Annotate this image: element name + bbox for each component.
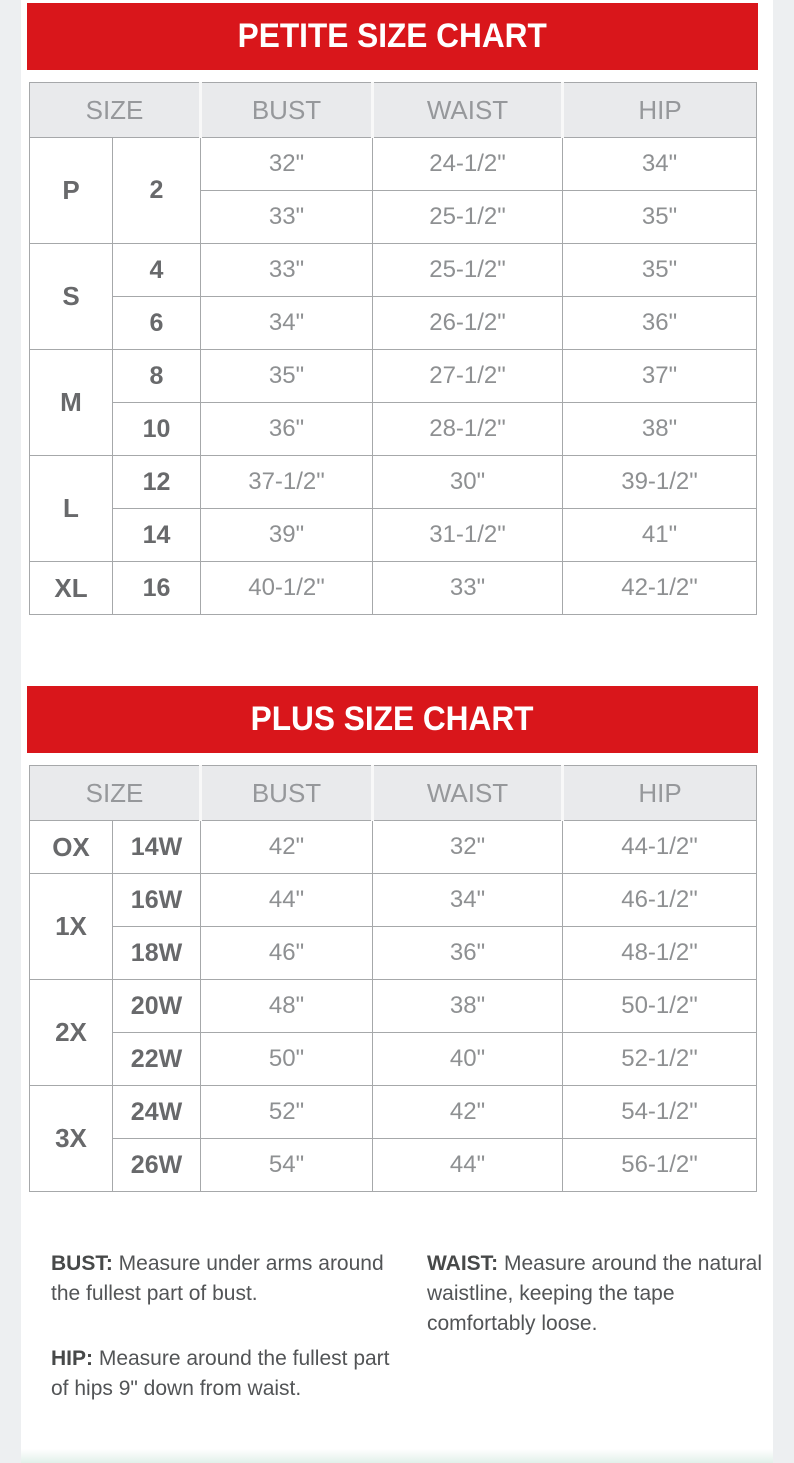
hip-cell: 34" (563, 138, 757, 191)
size-letter-cell: 3X (30, 1086, 113, 1192)
hip-cell: 41" (563, 509, 757, 562)
plus-header-bust: BUST (201, 766, 373, 821)
hip-cell: 35" (563, 191, 757, 244)
waist-measure-note (427, 1249, 762, 1339)
size-number-cell: 14 (113, 509, 201, 562)
table-row (30, 874, 757, 927)
bust-cell: 40-1/2" (201, 562, 373, 615)
waist-cell: 25-1/2" (373, 244, 563, 297)
waist-note-text: Measure around the natural waistline, keeping the tape comfortably loose. (427, 1252, 763, 1335)
hip-note-label: HIP: (51, 1347, 93, 1370)
size-letter-cell: S (30, 244, 113, 350)
waist-cell: 34" (373, 874, 563, 927)
bust-cell: 44" (201, 874, 373, 927)
table-row (30, 244, 757, 297)
plus-header-row (30, 766, 757, 821)
bottom-mint-strip (21, 1449, 773, 1463)
waist-cell: 33" (373, 562, 563, 615)
waist-cell: 30" (373, 456, 563, 509)
hip-cell: 36" (563, 297, 757, 350)
size-letter-cell: 1X (30, 874, 113, 980)
plus-size-table (29, 765, 757, 1192)
waist-note-label: WAIST: (427, 1252, 499, 1275)
table-row (30, 297, 757, 350)
petite-header-bust: BUST (201, 83, 373, 138)
bust-cell: 48" (201, 980, 373, 1033)
hip-cell: 42-1/2" (563, 562, 757, 615)
petite-size-table (29, 82, 757, 615)
size-letter-cell: XL (30, 562, 113, 615)
size-number-cell: 2 (113, 138, 201, 244)
size-number-cell: 16 (113, 562, 201, 615)
table-row (30, 456, 757, 509)
waist-cell: 32" (373, 821, 563, 874)
table-row (30, 980, 757, 1033)
hip-note-text: Measure around the fullest part of hips 9" down from waist. (51, 1347, 390, 1400)
hip-cell: 35" (563, 244, 757, 297)
petite-chart-title: PETITE SIZE CHART (237, 17, 548, 55)
table-row (30, 562, 757, 615)
size-letter-cell: P (30, 138, 113, 244)
bust-cell: 36" (201, 403, 373, 456)
hip-cell: 50-1/2" (563, 980, 757, 1033)
waist-cell: 44" (373, 1139, 563, 1192)
plus-header-waist: WAIST (373, 766, 563, 821)
size-number-cell: 18W (113, 927, 201, 980)
plus-chart-title: PLUS SIZE CHART (251, 700, 534, 738)
table-row (30, 138, 757, 191)
petite-header-waist: WAIST (373, 83, 563, 138)
size-number-cell: 4 (113, 244, 201, 297)
bust-cell: 46" (201, 927, 373, 980)
size-number-cell: 12 (113, 456, 201, 509)
waist-cell: 28-1/2" (373, 403, 563, 456)
petite-chart-banner (27, 3, 758, 70)
waist-cell: 40" (373, 1033, 563, 1086)
right-page-gutter (773, 0, 794, 1463)
plus-header-hip: HIP (563, 766, 757, 821)
bust-cell: 52" (201, 1086, 373, 1139)
size-letter-cell: L (30, 456, 113, 562)
size-letter-cell: 2X (30, 980, 113, 1086)
bust-cell: 34" (201, 297, 373, 350)
table-row (30, 821, 757, 874)
waist-cell: 26-1/2" (373, 297, 563, 350)
plus-header-size: SIZE (30, 766, 201, 821)
waist-cell: 24-1/2" (373, 138, 563, 191)
bust-measure-note (51, 1249, 396, 1309)
petite-header-hip: HIP (563, 83, 757, 138)
size-letter-cell: M (30, 350, 113, 456)
waist-cell: 38" (373, 980, 563, 1033)
hip-cell: 52-1/2" (563, 1033, 757, 1086)
hip-cell: 37" (563, 350, 757, 403)
table-row (30, 350, 757, 403)
left-page-gutter (0, 0, 21, 1463)
hip-cell: 46-1/2" (563, 874, 757, 927)
bust-cell: 39" (201, 509, 373, 562)
hip-cell: 44-1/2" (563, 821, 757, 874)
bust-cell: 50" (201, 1033, 373, 1086)
waist-cell: 27-1/2" (373, 350, 563, 403)
bust-cell: 33" (201, 244, 373, 297)
hip-cell: 39-1/2" (563, 456, 757, 509)
petite-header-size: SIZE (30, 83, 201, 138)
table-row (30, 1139, 757, 1192)
size-number-cell: 6 (113, 297, 201, 350)
waist-cell: 36" (373, 927, 563, 980)
waist-cell: 42" (373, 1086, 563, 1139)
table-row (30, 1033, 757, 1086)
bust-cell: 32" (201, 138, 373, 191)
size-number-cell: 8 (113, 350, 201, 403)
size-number-cell: 20W (113, 980, 201, 1033)
bust-cell: 54" (201, 1139, 373, 1192)
table-row (30, 403, 757, 456)
bust-cell: 35" (201, 350, 373, 403)
hip-cell: 54-1/2" (563, 1086, 757, 1139)
bust-cell: 42" (201, 821, 373, 874)
bust-cell: 33" (201, 191, 373, 244)
hip-measure-note (51, 1344, 401, 1404)
plus-chart-banner (27, 686, 758, 753)
table-row (30, 927, 757, 980)
size-number-cell: 10 (113, 403, 201, 456)
bust-cell: 37-1/2" (201, 456, 373, 509)
size-letter-cell: OX (30, 821, 113, 874)
hip-cell: 38" (563, 403, 757, 456)
bust-note-text: Measure under arms around the fullest part of bust. (51, 1252, 384, 1305)
bust-note-label: BUST: (51, 1252, 113, 1275)
waist-cell: 31-1/2" (373, 509, 563, 562)
petite-header-row (30, 83, 757, 138)
hip-cell: 48-1/2" (563, 927, 757, 980)
size-number-cell: 24W (113, 1086, 201, 1139)
table-row (30, 509, 757, 562)
size-number-cell: 14W (113, 821, 201, 874)
table-row (30, 1086, 757, 1139)
size-number-cell: 16W (113, 874, 201, 927)
hip-cell: 56-1/2" (563, 1139, 757, 1192)
size-number-cell: 22W (113, 1033, 201, 1086)
size-number-cell: 26W (113, 1139, 201, 1192)
waist-cell: 25-1/2" (373, 191, 563, 244)
